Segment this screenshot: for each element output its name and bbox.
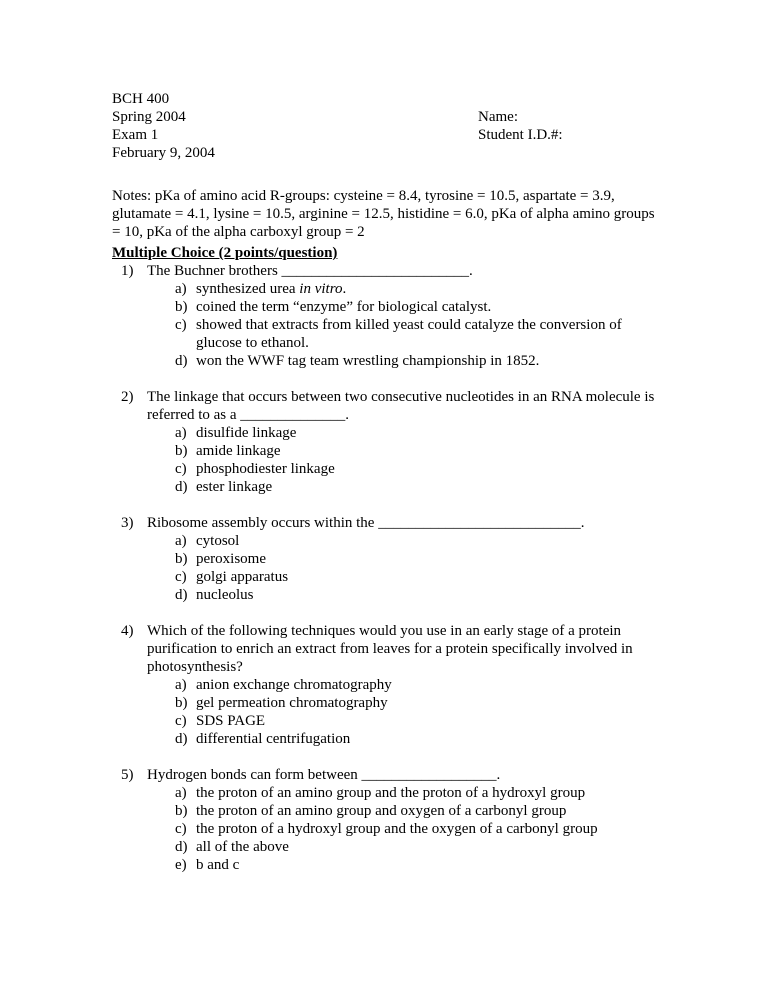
option-text: gel permeation chromatography bbox=[196, 695, 388, 711]
option-text: the proton of a hydroxyl group and the oxygen of a carbonyl group bbox=[196, 821, 598, 837]
option-text: nucleolus bbox=[196, 587, 254, 603]
student-id-label: Student I.D.#: bbox=[478, 127, 563, 143]
question-4 bbox=[112, 622, 672, 748]
option-letter: d) bbox=[175, 479, 188, 495]
question-stem: Ribosome assembly occurs within the ___________________________. bbox=[147, 515, 585, 531]
option-text: differential centrifugation bbox=[196, 731, 351, 747]
option-letter: b) bbox=[175, 695, 188, 711]
option-text: coined the term “enzyme” for biological catalyst. bbox=[196, 299, 492, 315]
course-info bbox=[112, 90, 672, 162]
option-letter: a) bbox=[175, 281, 187, 297]
option-letter: a) bbox=[175, 785, 187, 801]
option-letter: d) bbox=[175, 731, 188, 747]
question-stem: The linkage that occurs between two consecutive nucleotides in an RNA molecule is referred to as a ______________. bbox=[147, 389, 655, 423]
option-letter: b) bbox=[175, 443, 188, 459]
option-text: the proton of an amino group and oxygen of a carbonyl group bbox=[196, 803, 567, 819]
option-d bbox=[112, 352, 672, 370]
question-3 bbox=[112, 514, 672, 604]
question-number: 5) bbox=[121, 767, 134, 783]
exam-header bbox=[112, 90, 672, 162]
option-letter: d) bbox=[175, 839, 188, 855]
option-text: all of the above bbox=[196, 839, 289, 855]
question-number: 1) bbox=[121, 263, 134, 279]
question-1 bbox=[112, 262, 672, 370]
question-number: 2) bbox=[121, 389, 134, 405]
option-text: won the WWF tag team wrestling championship in 1852. bbox=[196, 353, 540, 369]
option-text: anion exchange chromatography bbox=[196, 677, 392, 693]
option-d bbox=[112, 586, 672, 604]
option-b bbox=[112, 442, 672, 460]
option-letter: c) bbox=[175, 569, 187, 585]
exam-date: February 9, 2004 bbox=[112, 145, 215, 161]
option-b bbox=[112, 298, 672, 316]
option-list bbox=[112, 784, 672, 874]
option-letter: a) bbox=[175, 533, 187, 549]
option-letter: c) bbox=[175, 713, 187, 729]
option-text: golgi apparatus bbox=[196, 569, 289, 585]
option-text: phosphodiester linkage bbox=[196, 461, 335, 477]
question-number: 4) bbox=[121, 623, 134, 639]
name-label: Name: bbox=[478, 109, 518, 125]
option-text: synthesized urea in vitro. bbox=[196, 281, 347, 297]
option-letter: b) bbox=[175, 551, 188, 567]
question-list bbox=[112, 262, 672, 874]
term: Spring 2004 bbox=[112, 109, 186, 125]
option-text: showed that extracts from killed yeast could catalyze the conversion of glucose to ethanol. bbox=[196, 317, 622, 351]
section-heading: Multiple Choice (2 points/question) bbox=[112, 245, 338, 261]
option-a bbox=[112, 784, 672, 802]
option-letter: c) bbox=[175, 461, 187, 477]
option-text: the proton of an amino group and the proton of a hydroxyl group bbox=[196, 785, 586, 801]
question-number: 3) bbox=[121, 515, 134, 531]
option-letter: c) bbox=[175, 317, 187, 333]
option-c bbox=[112, 712, 672, 730]
option-list bbox=[112, 532, 672, 604]
option-list bbox=[112, 676, 672, 748]
question-2 bbox=[112, 388, 672, 496]
option-e bbox=[112, 856, 672, 874]
question-stem: The Buchner brothers _________________________. bbox=[147, 263, 473, 279]
option-text: amide linkage bbox=[196, 443, 281, 459]
option-c bbox=[112, 460, 672, 478]
option-list bbox=[112, 280, 672, 370]
option-a bbox=[112, 532, 672, 550]
question-stem: Hydrogen bonds can form between __________________. bbox=[147, 767, 501, 783]
option-text: disulfide linkage bbox=[196, 425, 297, 441]
option-letter: a) bbox=[175, 425, 187, 441]
option-letter: a) bbox=[175, 677, 187, 693]
option-letter: e) bbox=[175, 857, 187, 873]
option-a bbox=[112, 280, 672, 298]
option-d bbox=[112, 478, 672, 496]
question-stem: Which of the following techniques would you use in an early stage of a protein purification to enrich an extract from leaves for a protein specifically involved in photosynthesis? bbox=[147, 623, 633, 675]
option-text: SDS PAGE bbox=[196, 713, 266, 729]
exam-number: Exam 1 bbox=[112, 127, 159, 143]
option-b bbox=[112, 550, 672, 568]
option-letter: c) bbox=[175, 821, 187, 837]
option-letter: b) bbox=[175, 299, 188, 315]
course-code: BCH 400 bbox=[112, 91, 170, 107]
option-b bbox=[112, 802, 672, 820]
option-c bbox=[112, 820, 672, 838]
question-5 bbox=[112, 766, 672, 874]
option-b bbox=[112, 694, 672, 712]
option-text: b and c bbox=[196, 857, 240, 873]
multiple-choice-section bbox=[112, 244, 672, 892]
option-c bbox=[112, 316, 672, 352]
pka-notes: Notes: pKa of amino acid R-groups: cysteine = 8.4, tyrosine = 10.5, aspartate = 3.9, glutamate = 4.1, lysine = 10.5, arginine = 12.5, histidine = 6.0, pKa of alpha amino groups = 10, pKa of the alpha carboxyl group = 2 bbox=[112, 188, 655, 240]
option-a bbox=[112, 424, 672, 442]
option-c bbox=[112, 568, 672, 586]
option-text: cytosol bbox=[196, 533, 240, 549]
option-text: peroxisome bbox=[196, 551, 266, 567]
option-letter: d) bbox=[175, 587, 188, 603]
option-d bbox=[112, 730, 672, 748]
option-d bbox=[112, 838, 672, 856]
option-letter: d) bbox=[175, 353, 188, 369]
option-text: ester linkage bbox=[196, 479, 273, 495]
option-a bbox=[112, 676, 672, 694]
option-list bbox=[112, 424, 672, 496]
student-info bbox=[478, 108, 563, 144]
option-letter: b) bbox=[175, 803, 188, 819]
